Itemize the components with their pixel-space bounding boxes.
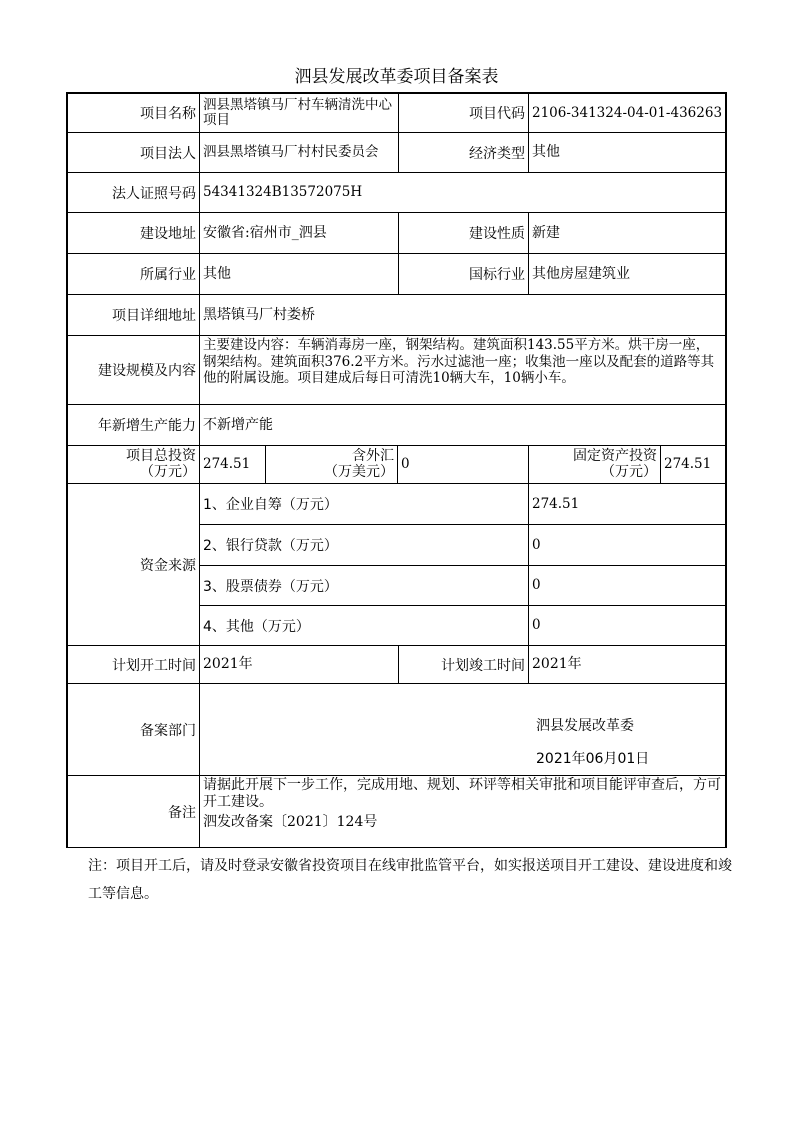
remarks-ref: 泗发改备案〔2021〕124号 — [203, 814, 378, 830]
funding-item-3-label: 3、股票债券（万元） — [199, 565, 529, 606]
economic-type-label: 经济类型 — [398, 132, 529, 173]
scale-label: 建设规模及内容 — [67, 335, 200, 405]
build-location-value: 安徽省:宿州市_泗县 — [199, 212, 399, 254]
industry-label: 所属行业 — [67, 253, 200, 295]
funding-item-2-value: 0 — [528, 524, 726, 566]
industry-value: 其他 — [199, 253, 399, 295]
total-investment-value: 274.51 — [199, 445, 266, 484]
license-value: 54341324B13572075H — [199, 172, 726, 213]
economic-type-value: 其他 — [528, 132, 726, 173]
build-location-label: 建设地址 — [67, 212, 200, 254]
build-nature-value: 新建 — [528, 212, 726, 254]
national-industry-value: 其他房屋建筑业 — [528, 253, 726, 295]
license-label: 法人证照号码 — [67, 172, 200, 213]
project-name-label: 项目名称 — [67, 93, 200, 133]
funding-item-4-label: 4、其他（万元） — [199, 605, 529, 646]
footnote: 注：项目开工后，请及时登录安徽省投资项目在线审批监管平台，如实报送项目开工建设、建设进度和竣工等信息。 — [88, 858, 732, 902]
build-nature-label: 建设性质 — [398, 212, 529, 254]
plan-start-value: 2021年 — [199, 645, 399, 684]
legal-person-value: 泗县黑塔镇马厂村村民委员会 — [199, 132, 399, 173]
page-title: 泗县发展改革委项目备案表 — [294, 67, 499, 87]
plan-start-label: 计划开工时间 — [67, 645, 200, 684]
plan-finish-label: 计划竣工时间 — [398, 645, 529, 684]
foreign-exchange-value: 0 — [397, 445, 529, 484]
funding-item-4-value: 0 — [528, 605, 726, 646]
remarks-box — [199, 775, 726, 848]
filing-dept-name: 泗县发展改革委 — [536, 718, 634, 734]
funding-item-1-value: 274.51 — [528, 483, 726, 525]
funding-item-3-value: 0 — [528, 565, 726, 606]
funding-item-2-label: 2、银行贷款（万元） — [199, 524, 529, 566]
project-code-value: 2106-341324-04-01-436263 — [528, 93, 726, 133]
project-name-value: 泗县黑塔镇马厂村车辆清洗中心项目 — [199, 93, 399, 133]
foreign-exchange-label: 含外汇 （万美元） — [265, 445, 398, 484]
detail-address-value: 黑塔镇马厂村娄桥 — [199, 294, 726, 336]
fixed-investment-label: 固定资产投资 （万元） — [528, 445, 661, 484]
remarks-label: 备注 — [67, 775, 200, 848]
funding-item-1-label: 1、企业自筹（万元） — [199, 483, 529, 525]
project-code-label: 项目代码 — [398, 93, 529, 133]
total-investment-label: 项目总投资 （万元） — [67, 445, 200, 484]
plan-finish-value: 2021年 — [528, 645, 726, 684]
capacity-value: 不新增产能 — [199, 404, 726, 446]
national-industry-label: 国标行业 — [398, 253, 529, 295]
detail-address-label: 项目详细地址 — [67, 294, 200, 336]
capacity-label: 年新增生产能力 — [67, 404, 200, 446]
scale-value: 主要建设内容：车辆消毒房一座，钢架结构。建筑面积143.55平方米。烘干房一座，钢架结构。建筑面积376.2平方米。污水过滤池一座；收集池一座以及配套的道路等其他的附属设施。项目建成后每日可清洗10辆大车，10辆小车。 — [199, 335, 726, 405]
fixed-investment-value: 274.51 — [660, 445, 726, 484]
remarks-text: 请据此开展下一步工作，完成用地、规划、环评等相关审批和项目能评审查后，方可开工建设。 — [203, 777, 721, 810]
legal-person-label: 项目法人 — [67, 132, 200, 173]
filing-dept-date: 2021年06月01日 — [536, 751, 650, 767]
funding-label: 资金来源 — [67, 483, 200, 646]
filing-dept-label: 备案部门 — [67, 683, 200, 776]
filing-dept-box — [199, 683, 726, 776]
